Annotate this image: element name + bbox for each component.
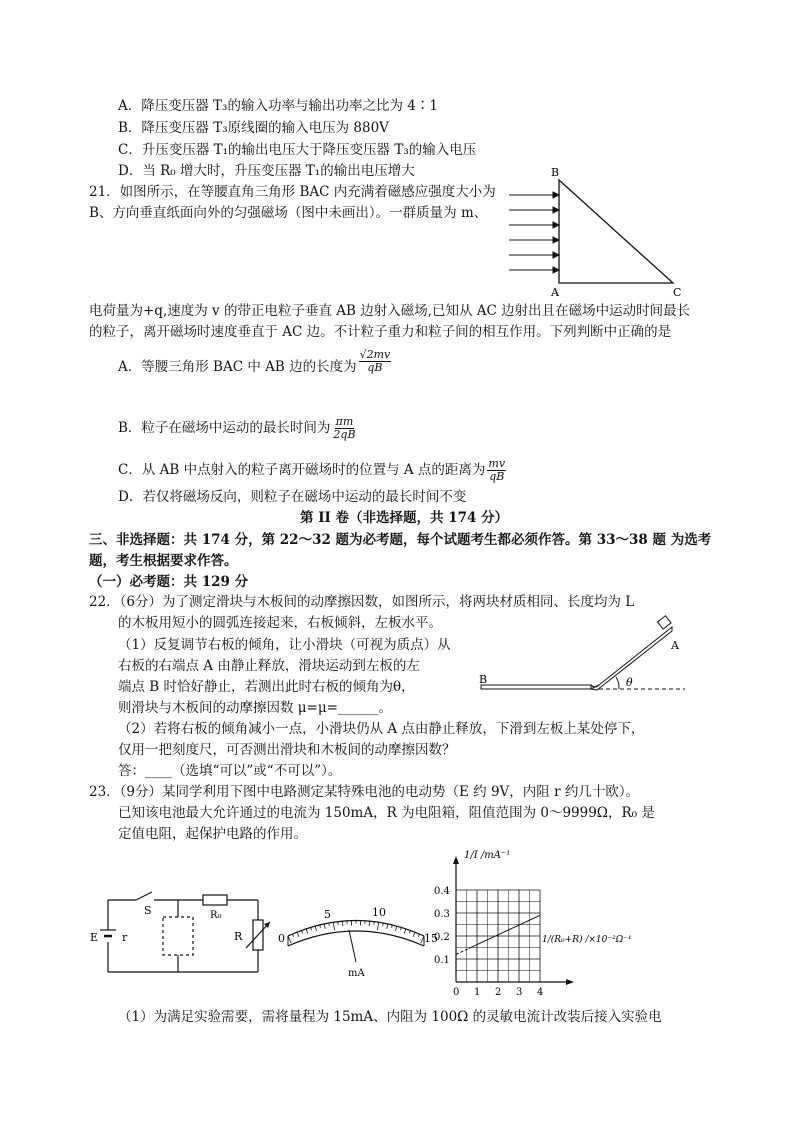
label-c: C xyxy=(673,286,682,299)
q21-option-d: D．若仅将磁场反向，则粒子在磁场中运动的最长时间不变 xyxy=(118,489,467,505)
q22-line8: 仅用一把刻度尺，可否测出滑块和木板间的动摩擦因数？ xyxy=(118,742,456,758)
meter-tick-mark xyxy=(404,929,406,934)
q22-line6: 则滑块与木板间的动摩擦因数 μ=μ=______。 xyxy=(118,700,392,716)
circuit-diagram xyxy=(88,880,278,980)
meter-tick-mark xyxy=(418,934,419,937)
incline-label-b: B xyxy=(479,673,488,686)
q20-option-d: D．当 R₀ 增大时，升压变压器 T₁的输出电压增大 xyxy=(118,163,415,179)
incline-label-a: A xyxy=(671,639,679,652)
meter-tick-mark xyxy=(377,922,378,930)
q21-option-c: C．从 AB 中点射入的粒子离开磁场时的位置与 A 点的距离为 $\frac{mv}{qB}$ xyxy=(118,457,506,483)
q22-line3: （1）反复调节右板的倾角，让小滑块（可视为质点）从 xyxy=(118,637,451,653)
q21-stem-line2: B、方向垂直纸面向外的匀强磁场（图中未画出）。一群质量为 m、 xyxy=(89,205,488,221)
triangle-figure xyxy=(505,165,695,300)
meter-tick-mark xyxy=(395,926,396,931)
q22-line4: 右板的右端点 A 由静止释放，滑块运动到左板的左 xyxy=(118,658,420,674)
circuit-label-s: S xyxy=(144,904,152,917)
circuit-label-e: E xyxy=(90,931,99,944)
q23-line4: （1）为满足实验需要，需将量程为 15mA、内阻为 100Ω 的灵敏电流计改装后接入实验电 xyxy=(118,1009,662,1025)
circuit-label-big-r: R xyxy=(234,930,243,943)
y-tick-label: 0.4 xyxy=(434,886,450,897)
y-axis-arrow xyxy=(453,856,459,864)
section-intro-line1: 三、非选择题：共 174 分，第 22～32 题为必考题，每个试题考生都必须作答。第 33～38 题 为选考 xyxy=(89,532,712,548)
q22-line5: 端点 B 时恰好静止，若测出此时右板的倾角为θ， xyxy=(118,679,415,695)
meter-tick-mark xyxy=(413,932,415,937)
meter-tick-mark xyxy=(333,922,334,930)
y-tick-label: 0.1 xyxy=(434,955,450,966)
inverse-current-graph xyxy=(430,842,650,997)
section-intro-line2: 题，考生根据要求作答。 xyxy=(89,553,238,569)
meter-tick-mark xyxy=(293,934,294,937)
q22-line7: （2）若将右板的倾角减小一点，小滑块仍从 A 点由静止释放，下滑到左板上某处停下， xyxy=(118,721,645,737)
q23-line1: 23．（9分）某同学利用下图中电路测定某特殊电池的电动势（E 约 9V，内阻 r 约几十欧）。 xyxy=(89,784,640,800)
q22-line9: 答：____（选填“可以”或“不可以”）。 xyxy=(118,763,342,779)
circuit-label-r: r xyxy=(122,931,128,944)
q20-option-b: B．降压变压器 T₃原线圈的输入电压为 880V xyxy=(118,120,389,136)
incline-label-theta: θ xyxy=(626,676,633,689)
meter-tick-mark xyxy=(311,927,312,930)
section-title: 第 II 卷（非选择题，共 174 分） xyxy=(300,510,509,526)
q21-stem-line1: 21．如图所示，在等腰直角三角形 BAC 内充满着磁感应强度大小为 xyxy=(89,184,496,200)
x-tick-label: 4 xyxy=(537,987,544,997)
x-tick-label: 1 xyxy=(474,987,481,997)
meter-tick-mark xyxy=(302,930,303,933)
meter-tick-15: 15 xyxy=(424,932,438,945)
x-tick-label: 3 xyxy=(516,987,523,997)
label-b: B xyxy=(551,166,560,179)
meter-tick-mark xyxy=(306,929,308,934)
y-tick-label: 0.3 xyxy=(434,909,450,920)
meter-tick-mark xyxy=(297,932,299,937)
x-tick-label: 2 xyxy=(495,987,502,997)
meter-tick-mark xyxy=(315,926,316,931)
q21-option-a: A．等腰三角形 BAC 中 AB 边的长度为 $\frac{√2mv}{qB}$ xyxy=(118,348,391,375)
meter-tick-0: 0 xyxy=(278,932,285,945)
q23-line3: 定值电阻，起保护电路的作用。 xyxy=(118,826,307,842)
q22-line1: 22．（6分）为了测定滑块与木板间的动摩擦因数，如图所示，将两块材质相同、长度均为 L xyxy=(89,594,635,610)
q22-line2: 的木板用短小的圆弧连接起来，右板倾斜，左板水平。 xyxy=(118,615,442,631)
x-tick-label: 0 xyxy=(453,987,460,997)
y-tick-label: 0.2 xyxy=(434,932,450,943)
meter-tick-mark xyxy=(324,924,325,929)
meter-tick-mark xyxy=(409,930,410,933)
q21-option-b: B．粒子在磁场中运动的最长时间为 $\frac{\pi m}{2qB}$ xyxy=(118,415,356,441)
meter-tick-mark xyxy=(329,923,330,926)
meter-tick-10: 10 xyxy=(372,906,386,919)
label-a: A xyxy=(551,286,559,299)
q20-option-a: A．降压变压器 T₃的输入功率与输出功率之比为 4∶1 xyxy=(118,98,438,114)
meter-unit: mA xyxy=(348,968,365,979)
incline-figure xyxy=(475,615,695,695)
meter-tick-5: 5 xyxy=(324,908,331,921)
x-axis-arrow xyxy=(566,979,574,985)
particle-arrows xyxy=(509,192,559,273)
q21-stem-line3: 电荷量为+q,速度为 v 的带正电粒子垂直 AB 边射入磁场,已知从 AC 边射出且在磁场中运动时间最长 xyxy=(89,303,691,319)
meter-tick-mark xyxy=(400,927,401,930)
q21-stem-line4: 的粒子，离开磁场时速度垂直于 AC 边。不计粒子重力和粒子间的相互作用。下列判断中正确的是 xyxy=(89,324,672,340)
circuit-label-r0: R₀ xyxy=(210,910,222,921)
q23-line2: 已知该电池最大允许通过的电流为 150mA，R 为电阻箱，阻值范围为 0～9999Ω，R₀ 是 xyxy=(118,805,655,821)
meter-tick-mark xyxy=(383,923,384,926)
section-subtitle: （一）必考题：共 129 分 xyxy=(89,574,249,590)
meter-tick-mark xyxy=(387,924,388,929)
y-axis-label: 1/I /mA⁻¹ xyxy=(464,850,511,861)
ammeter-scale xyxy=(272,900,444,990)
q20-option-c: C．升压变压器 T₁的输出电压大于降压变压器 T₃的输入电压 xyxy=(118,142,477,158)
x-axis-label: 1/(R₀+R) /×10⁻²Ω⁻¹ xyxy=(542,935,632,945)
